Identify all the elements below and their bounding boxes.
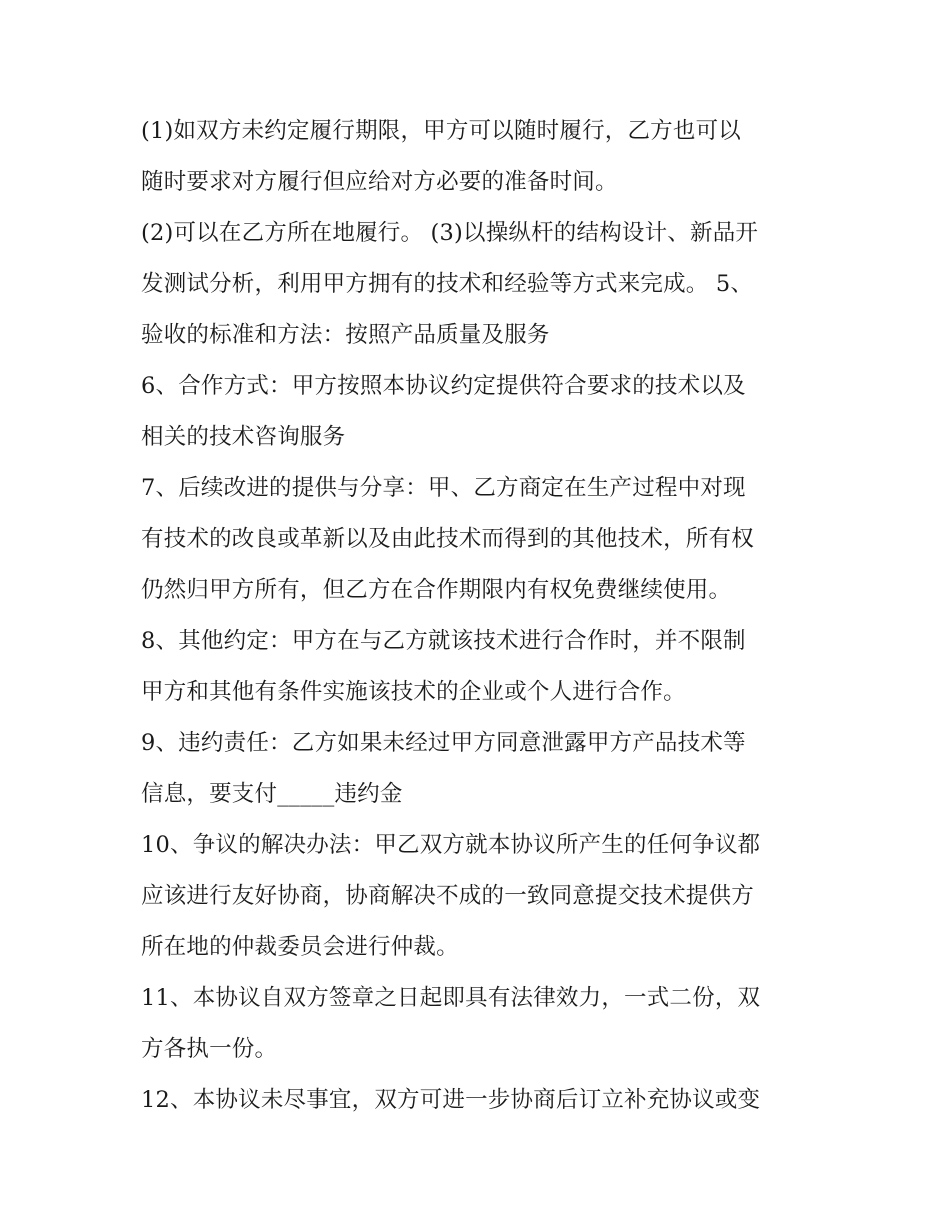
text-line: 信息，要支付_____违约金 <box>141 781 403 807</box>
text-line: 11、本协议自双方签章之日起即具有法律效力，一式二份，双 <box>141 985 761 1011</box>
text-line: 10、争议的解决办法：甲乙双方就本协议所产生的任何争议都 <box>141 832 761 858</box>
text-line: 方各执一份。 <box>141 1036 278 1062</box>
text-line: (1)如双方未约定履行期限，甲方可以随时履行，乙方也可以 <box>141 118 741 144</box>
text-line: 7、后续改进的提供与分享：甲、乙方商定在生产过程中对现 <box>141 475 746 501</box>
text-line: 所在地的仲裁委员会进行仲裁。 <box>141 934 459 960</box>
text-line: (2)可以在乙方所在地履行。 (3)以操纵杆的结构设计、新品开 <box>141 220 759 246</box>
text-line: 8、其他约定：甲方在与乙方就该技术进行合作时，并不限制 <box>141 628 746 654</box>
text-line: 6、合作方式：甲方按照本协议约定提供符合要求的技术以及 <box>141 373 746 399</box>
text-line: 验收的标准和方法：按照产品质量及服务 <box>141 322 550 348</box>
text-line: 应该进行友好协商，协商解决不成的一致同意提交技术提供方 <box>141 883 754 909</box>
text-line: 有技术的改良或革新以及由此技术而得到的其他技术，所有权 <box>141 526 754 552</box>
text-line: 9、违约责任：乙方如果未经过甲方同意泄露甲方产品技术等 <box>141 730 746 756</box>
text-line: 仍然归甲方所有，但乙方在合作期限内有权免费继续使用。 <box>141 577 732 603</box>
text-line: 发测试分析，利用甲方拥有的技术和经验等方式来完成。 5、 <box>141 271 754 297</box>
text-line: 甲方和其他有条件实施该技术的企业或个人进行合作。 <box>141 679 686 705</box>
document-body <box>141 106 821 1126</box>
text-line: 12、本协议未尽事宜，双方可进一步协商后订立补充协议或变 <box>141 1087 761 1113</box>
text-line: 随时要求对方履行但应给对方必要的准备时间。 <box>141 169 618 195</box>
text-line: 相关的技术咨询服务 <box>141 424 346 450</box>
